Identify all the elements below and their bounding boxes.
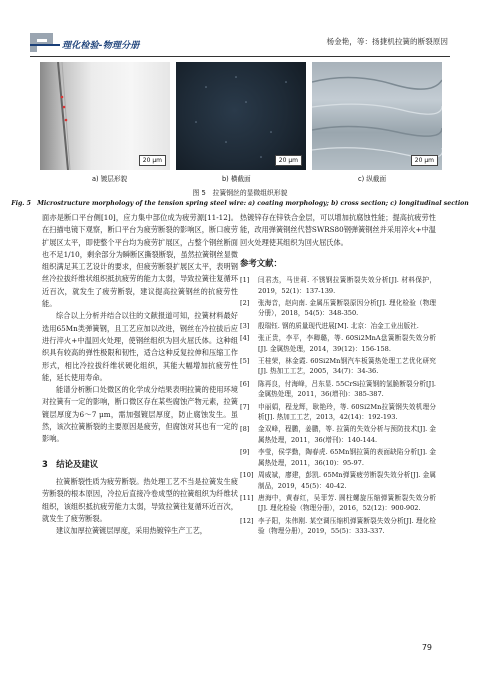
figure-panel-cross-section [176,62,306,170]
reference-text: 张正贵，李平，李卿璐，等. 60Si2MnA盘簧断裂失效分析[J]. 金属热处理，2014，39(12)：156-158. [258,334,436,353]
reference-item [240,356,436,377]
panel-label-b: b) 横截面 [222,175,251,183]
reference-item [240,275,436,296]
right-column [240,212,436,539]
panel-label-c: c) 纵截面 [358,175,387,183]
reference-text: 陈再良，付海峰，吕东显. 55CrSi拉簧钢的氢脆断裂分析[J]. 金属热处理，2011，36(增刊)：385-387. [258,379,436,399]
reference-item [240,298,436,319]
reference-number: [9] [240,448,250,457]
reference-number: [8] [240,425,250,434]
body-paragraph: 综合以上分析并结合以往的文献报道可知，拉簧材料最好选用65Mn类弹簧钢，且工艺应加以改进，钢丝在冷拉拔后应进行淬火+中温回火处理，使钢丝组织为回火屈氏体。这种组织具有较高的弹性极限和韧性，适合这种反复拉伸和压缩工作形式，相比冷拉拔纤维状硬化组织，其能大幅增加抗疲劳性能，延长使用寿命。 [42,311,238,382]
reference-number: [2] [240,299,250,307]
longitudinal-micrograph [312,62,442,170]
reference-text: 金双峰，程鹏，姜鹏，等. 拉簧的失效分析与预防技术[J]. 金属热处理，2011，36(增刊)：140-144. [258,425,436,444]
reference-number: [11] [240,493,254,502]
left-column [42,212,238,537]
reference-text: 王桂荣，林金霞. 60Si2Mn钢汽车板簧热处理工艺优化研究[J]. 热加工工艺，2005，34(7)：34-36. [258,357,436,376]
running-head: 杨金艳，等：扬捷机拉簧的断裂原因 [326,37,448,46]
reference-item [240,402,436,423]
figure-panel-coating [40,62,170,170]
reference-item [240,447,436,468]
reference-number: [3] [240,321,250,330]
reference-text: 殷瑞钰. 钢的质量现代进展[M]. 北京：冶金工业出版社. [258,321,419,330]
reference-text: 周威斌，廖建，彭凯. 65Mn弹簧疲劳断裂失效分析[J]. 金属制品，2019，45(5)：40-42. [258,471,436,490]
reference-text: 李莹，侯学勤，陶春虎. 65Mn钢拉簧的表面缺陷分析[J]. 金属热处理，2011，36(10)：95-97. [258,448,436,467]
reference-text: 唐海中，黄春红，吴菲芳. 圆柱螺旋压缩弹簧断裂失效分析[J]. 理化检验（物理分册），2016，52(12)：900-902. [258,493,436,513]
scale-bar: 20 μm [275,155,302,166]
reference-item [240,424,436,445]
reference-number: [10] [240,471,254,480]
reference-number: [6] [240,379,250,388]
figure-caption-en: Fig. 5 Microstructure morphology of the tension spring steel wire: a) coating morphology; b) cross section; c) longitudinal section [11,200,469,207]
reference-list [240,275,436,536]
journal-name: 理化检验-物理分册 [62,41,140,51]
reference-number: [4] [240,334,250,343]
scale-bar: 20 μm [139,155,166,166]
page-number: 79 [421,643,432,652]
reference-item [240,333,436,354]
cross-section-micrograph [176,62,306,170]
reference-item [240,516,436,537]
reference-number: [12] [240,516,254,525]
panel-label-a: a) 镀层形貌 [92,175,128,183]
scale-bar: 20 μm [411,155,438,166]
reference-text: 李子阳，朱伟刚. 某空调压缩机弹簧断裂失效分析[J]. 理化检验（物理分册），2019，55(5)：333-337. [258,516,436,536]
figure-caption-cn: 图 5 拉簧钢丝的显微组织形貌 [192,189,288,197]
body-paragraph: 建议加厚拉簧镀层厚度，采用热镀锌生产工艺， [56,526,207,536]
body-paragraph: 能谱分析断口处微区的化学成分结果表明拉簧的使用环境对拉簧有一定的影响，断口微区存在某些腐蚀产物元素，拉簧镀层厚度为6～7 μm，需加强镀层厚度，防止腐蚀发生。虽然，该次拉簧断裂的主要原因是疲劳，但腐蚀对其也有一定的影响。 [42,385,238,444]
body-paragraph: 面亦是断口平台侧[10]，应力集中部位成为疲劳源[11-12]。在扫描电镜下观察，断口平台为疲劳断裂的影响区，断口疲劳扩展区太平，即使整个平台均为疲劳扩展区，占整个钢丝断面也不足1/10，剩余部分为瞬断区撕裂断裂，虽然拉簧钢丝显微组织满足其工艺设计的要求，但疲劳断裂扩展区太平，表明钢丝冷拉拔纤维状组织抵抗疲劳的能力太弱，导致拉簧往复循环近百次，就发生了疲劳断裂，建议提高拉簧钢丝的抗疲劳性能。 [42,213,238,309]
references-heading: 参考文献： [240,257,282,268]
reference-text: 申丽娟，程龙辉，耿艳玲，等. 60Si2Mn拉簧钢失效机理分析[J]. 热加工工艺，2013，42(14)：192-193. [258,402,436,422]
reference-item [240,470,436,491]
body-paragraph: 热镀锌存在锌铁合金层，可以增加抗腐蚀性能；提高抗疲劳性能，改用弹簧钢丝代替SWRS80钢弹簧钢丝并采用淬火+中温回火处理使其组织为回火屈氏体。 [240,213,436,247]
reference-item [240,321,436,331]
reference-text: 闫君杰，马世莉. 不锈钢拉簧断裂失效分析[J]. 材料保护，2019，52(1)：137-139. [258,276,436,295]
header-rule [30,56,450,57]
reference-number: [7] [240,402,250,411]
journal-logo-icon [30,30,60,52]
section-heading: 3 结论及建议 [42,458,99,469]
reference-number: [5] [240,357,250,366]
reference-text: 张海音，赵向南. 金属压簧断裂原因分析[J]. 理化检验（物理分册），2018，54(5)：348-350. [258,299,436,318]
reference-number: [1] [240,276,250,285]
body-paragraph: 拉簧断裂性质为疲劳断裂。热处理工艺不当是拉簧发生疲劳断裂的根本原因，冷拉后直接冷卷成型的拉簧组织为纤维状组织，该组织抵抗疲劳能力太弱，导致拉簧往复循环近百次，就发生了疲劳断裂。 [42,476,238,523]
reference-item [240,493,436,514]
coating-micrograph [40,62,170,170]
figure-panel-longitudinal [312,62,442,170]
reference-item [240,379,436,400]
